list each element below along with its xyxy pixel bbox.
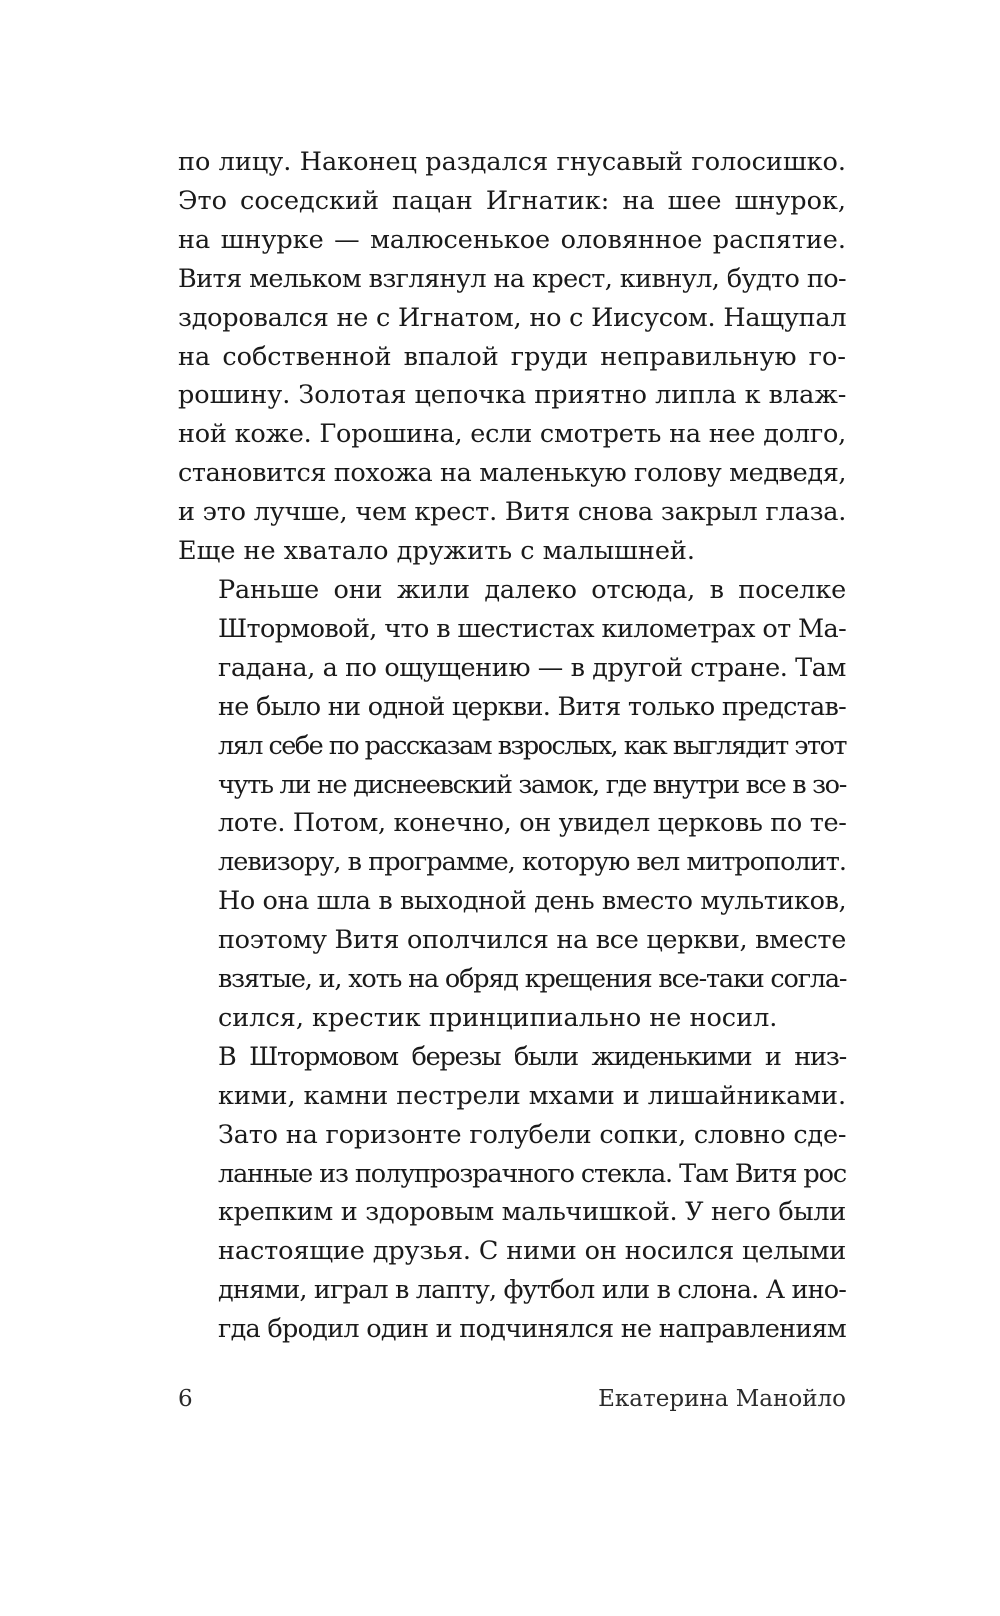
- text-line: и это лучше, чем крест. Витя снова закрыл глаза.: [178, 497, 847, 528]
- page-footer: [178, 1386, 846, 1422]
- text-line: взятые, и, хоть на обряд крещения все-таки согла-: [218, 964, 847, 995]
- page-number: 6: [178, 1386, 193, 1412]
- text-line: не было ни одной церкви. Витя только представ-: [218, 691, 847, 722]
- text-line: крепким и здоровым мальчишкой. У него были: [218, 1197, 846, 1228]
- text-line: Витя мельком взглянул на крест, кивнул, будто по-: [178, 263, 847, 294]
- text-line: левизору, в программе, которую вел митрополит.: [218, 847, 846, 878]
- text-line: чуть ли не диснеевский замок, где внутри все в зо-: [218, 769, 847, 800]
- paragraph-1: [178, 143, 846, 571]
- text-line: лял себе по рассказам взрослых, как выглядит этот: [218, 730, 846, 761]
- body-text: [178, 143, 846, 1349]
- text-line: ной коже. Горошина, если смотреть на нее долго,: [178, 419, 846, 450]
- text-line: гадана, а по ощущению — в другой стране. Там: [218, 652, 846, 683]
- running-author: Екатерина Манойло: [598, 1386, 846, 1412]
- text-line: Еще не хватало дружить с малышней.: [178, 536, 696, 567]
- text-line: В Штормовом березы были жиденькими и низ-: [218, 1041, 846, 1072]
- text-line: кими, камни пестрели мхами и лишайниками.: [218, 1080, 846, 1111]
- text-line: сился, крестик принципиально не носил.: [218, 1002, 778, 1033]
- text-line: Раньше они жили далеко отсюда, в поселке: [218, 574, 846, 605]
- paragraph-2: [178, 571, 846, 1038]
- text-line: настоящие друзья. С ними он носился целыми: [218, 1236, 847, 1267]
- text-line: Но она шла в выходной день вместо мультиков,: [218, 886, 847, 917]
- text-line: здоровался не с Игнатом, но с Иисусом. Нащупал: [178, 302, 847, 333]
- text-line: по лицу. Наконец раздался гнусавый голосишко.: [178, 147, 846, 177]
- text-line: лоте. Потом, конечно, он увидел церковь по те-: [218, 808, 847, 839]
- text-line: днями, играл в лапту, футбол или в слона. А ино-: [218, 1275, 846, 1306]
- text-line: ланные из полупрозрачного стекла. Там Витя рос: [218, 1158, 846, 1189]
- paragraph-3: [178, 1038, 846, 1349]
- text-line: Зато на горизонте голубели сопки, словно сде-: [218, 1119, 847, 1150]
- text-line: поэтому Витя ополчился на все церкви, вместе: [218, 925, 846, 956]
- text-line: Это соседский пацан Игнатик: на шее шнурок,: [178, 185, 846, 216]
- text-line: становится похожа на маленькую голову медведя,: [178, 458, 847, 489]
- text-line: на шнурке — малюсенькое оловянное распятие.: [178, 224, 846, 255]
- text-line: Штормовой, что в шестистах километрах от Ма-: [218, 613, 847, 644]
- text-line: рошину. Золотая цепочка приятно липла к влаж-: [178, 380, 847, 411]
- text-line: на собственной впалой груди неправильную го-: [178, 341, 846, 372]
- text-line: гда бродил один и подчинялся не направлениям: [218, 1314, 846, 1345]
